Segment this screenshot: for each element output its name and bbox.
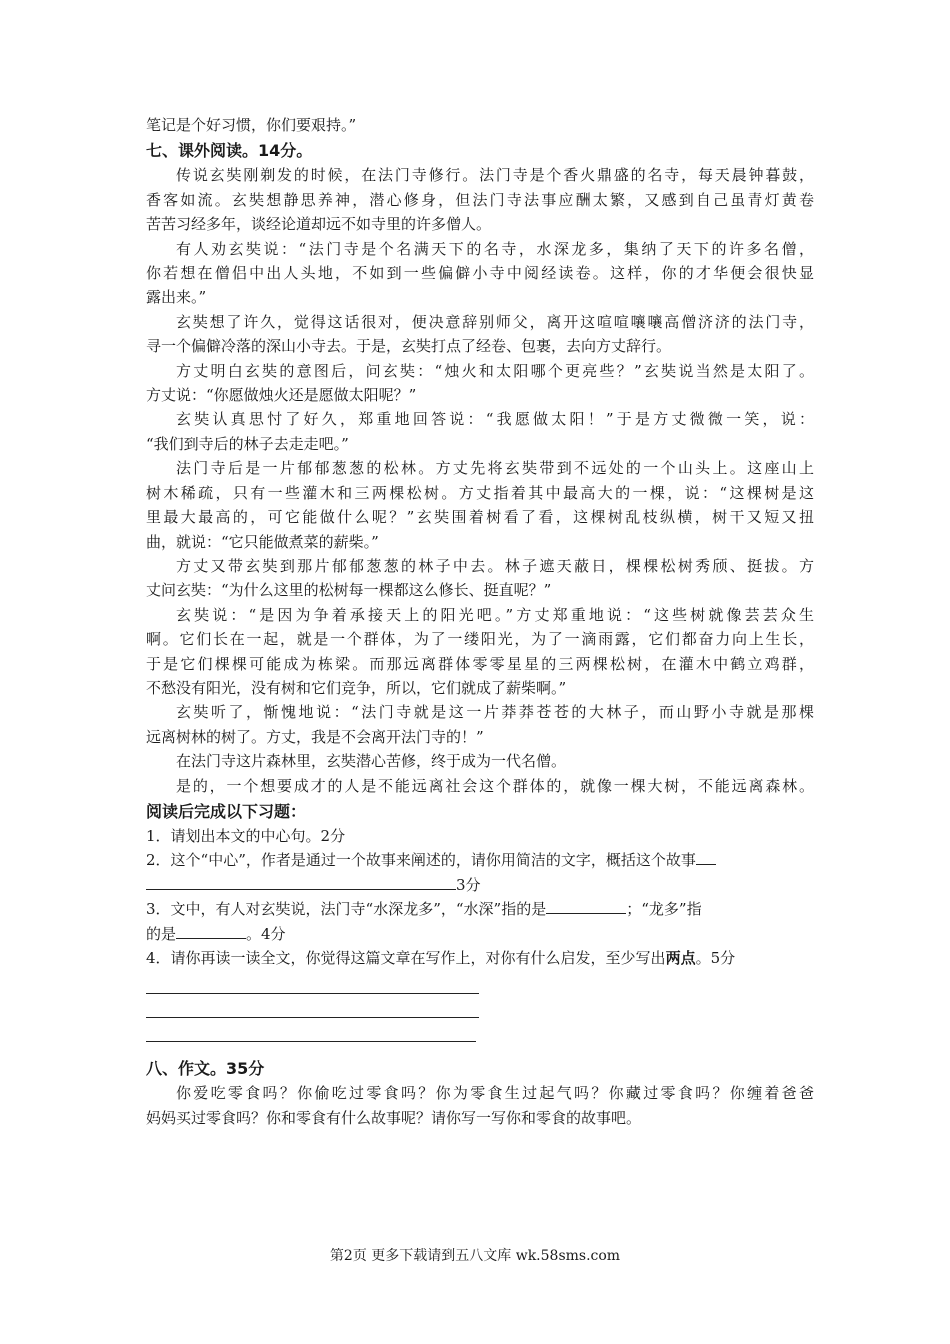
passage-line: 于是它们棵棵可能成为栋梁。而那远离群体零零星星的三两棵松树，在灌木中鹤立鸡群， bbox=[146, 654, 814, 673]
passage-line: 你若想在僧侣中出人头地，不如到一些偏僻小寺中阅经读卷。这样，你的才华便会很快显 bbox=[146, 264, 814, 283]
passage-line: 方丈又带玄奘到那片郁郁葱葱的林子中去。林子遮天蔽日，棵棵松树秀颀、挺拔。方 bbox=[176, 556, 814, 575]
question-3 bbox=[146, 897, 814, 921]
passage-line: 是的，一个想要成才的人是不能远离社会这个群体的，就像一棵大树，不能远离森林。 bbox=[176, 776, 814, 795]
passage-line: “我们到寺后的林子去走走吧。” bbox=[146, 434, 349, 453]
page-footer: 第2页 更多下载请到五八文库 wk.58sms.com bbox=[329, 1248, 621, 1264]
passage-line: 远离树林的树了。方丈，我是不会离开法门寺的！” bbox=[146, 727, 484, 746]
answer-line[interactable] bbox=[146, 1041, 476, 1042]
question-4-score: 。5分 bbox=[695, 949, 736, 967]
questions-title: 阅读后完成以下习题： bbox=[146, 801, 307, 821]
reading-passage bbox=[146, 163, 814, 798]
composition-prompt bbox=[146, 1081, 814, 1130]
passage-line: 寻一个偏僻冷落的深山小寺去。于是，玄奘打点了经卷、包裹，去向方丈辞行。 bbox=[146, 337, 672, 356]
passage-line: 方丈说：“你愿做烛火还是愿做太阳呢？” bbox=[146, 386, 417, 405]
answer-blank[interactable] bbox=[696, 848, 716, 865]
prompt-line: 你爱吃零食吗？你偷吃过零食吗？你为零食生过起气吗？你藏过零食吗？你缠着爸爸 bbox=[176, 1084, 814, 1103]
passage-line: 啊。它们长在一起，就是一个群体，为了一缕阳光，为了一滴雨露，它们都奋力向上生长， bbox=[146, 630, 814, 649]
question-2-score: 3分 bbox=[456, 875, 481, 894]
passage-line: 里最大最高的，可它能做什么呢？”玄奘围着树看了看，这棵树乱枝纵横，树干又短又扭 bbox=[146, 508, 814, 527]
question-3-text-b: ；“龙多”指 bbox=[626, 900, 702, 919]
answer-lines bbox=[146, 993, 479, 1042]
question-3-score: 。4分 bbox=[246, 924, 286, 943]
question-3-continued bbox=[146, 922, 814, 946]
passage-line: 玄奘听了，惭愧地说：“法门寺就是这一片莽莽苍苍的大林子，而山野小寺就是那棵 bbox=[176, 703, 814, 722]
passage-line: 在法门寺这片森林里，玄奘潜心苦修，终于成为一代名僧。 bbox=[176, 752, 567, 771]
passage-line: 玄奘认真思忖了好久，郑重地回答说：“我愿做太阳！”于是方丈微微一笑，说： bbox=[176, 410, 814, 429]
intro-tail: 笔记是个好习惯，你们要艰持。” bbox=[146, 116, 357, 134]
passage-line: 有人劝玄奘说：“法门寺是个名满天下的名寺，水深龙多，集纳了天下的许多名僧， bbox=[176, 239, 814, 258]
answer-blank[interactable] bbox=[146, 873, 456, 890]
prompt-line: 妈妈买过零食吗？你和零食有什么故事呢？请你写一写你和零食的故事吧。 bbox=[146, 1108, 642, 1127]
passage-line: 树木稀疏，只有一些灌木和三两棵松树。方丈指着其中最高大的一棵，说：“这棵树是这 bbox=[146, 483, 814, 502]
passage-line: 丈问玄奘：“为什么这里的松树每一棵都这么修长、挺直呢？” bbox=[146, 581, 552, 600]
passage-line: 法门寺后是一片郁郁葱葱的松林。方丈先将玄奘带到不远处的一个山头上。这座山上 bbox=[176, 459, 814, 478]
passage-line: 露出来。” bbox=[146, 288, 207, 307]
passage-line: 传说玄奘刚剃发的时候，在法门寺修行。法门寺是个香火鼎盛的名寺，每天晨钟暮鼓， bbox=[176, 166, 814, 185]
passage-line: 曲，就说：“它只能做煮菜的薪柴。” bbox=[146, 532, 379, 551]
question-3-text-c: 的是 bbox=[146, 924, 177, 943]
question-4 bbox=[146, 946, 814, 970]
answer-line[interactable] bbox=[146, 1017, 479, 1018]
passage-line: 不愁没有阳光，没有树和它们竞争，所以，它们就成了薪柴啊。” bbox=[146, 678, 567, 697]
question-4-emphasis: 两点 bbox=[665, 949, 696, 967]
passage-line: 玄奘说：“是因为争着承接天上的阳光吧。”方丈郑重地说：“这些树就像芸芸众生 bbox=[176, 605, 814, 624]
section-7-title: 七、课外阅读。14分。 bbox=[146, 141, 313, 161]
question-2-text: 2．这个“中心”，作者是通过一个故事来阐述的，请你用简洁的文字，概括这个故事 bbox=[146, 851, 696, 870]
section-8-title: 八、作文。35分 bbox=[146, 1059, 265, 1079]
answer-line[interactable] bbox=[146, 993, 479, 994]
passage-line: 方丈明白玄奘的意图后，问玄奘：“烛火和太阳哪个更亮些？”玄奘说当然是太阳了。 bbox=[176, 361, 814, 380]
question-2 bbox=[146, 848, 814, 872]
question-2-continued bbox=[146, 873, 814, 897]
answer-blank[interactable] bbox=[176, 922, 246, 939]
question-1: 1．请划出本文的中心句。2分 bbox=[146, 826, 346, 845]
question-3-text: 3．文中，有人对玄奘说，法门寺“水深龙多”，“水深”指的是 bbox=[146, 900, 547, 919]
page-content bbox=[146, 113, 814, 1130]
passage-line: 玄奘想了许久，觉得这话很对，便决意辞别师父，离开这喧喧嚷嚷高僧济济的法门寺， bbox=[176, 312, 814, 331]
question-4-text: 4．请你再读一读全文，你觉得这篇文章在写作上，对你有什么启发，至少写出 bbox=[146, 949, 666, 967]
answer-blank[interactable] bbox=[546, 897, 626, 914]
passage-line: 香客如流。玄奘想静思养神，潜心修身，但法门寺法事应酬太繁，又感到自己虽青灯黄卷 bbox=[146, 190, 814, 209]
passage-line: 苦苦习经多年，谈经论道却远不如寺里的许多僧人。 bbox=[146, 215, 492, 234]
